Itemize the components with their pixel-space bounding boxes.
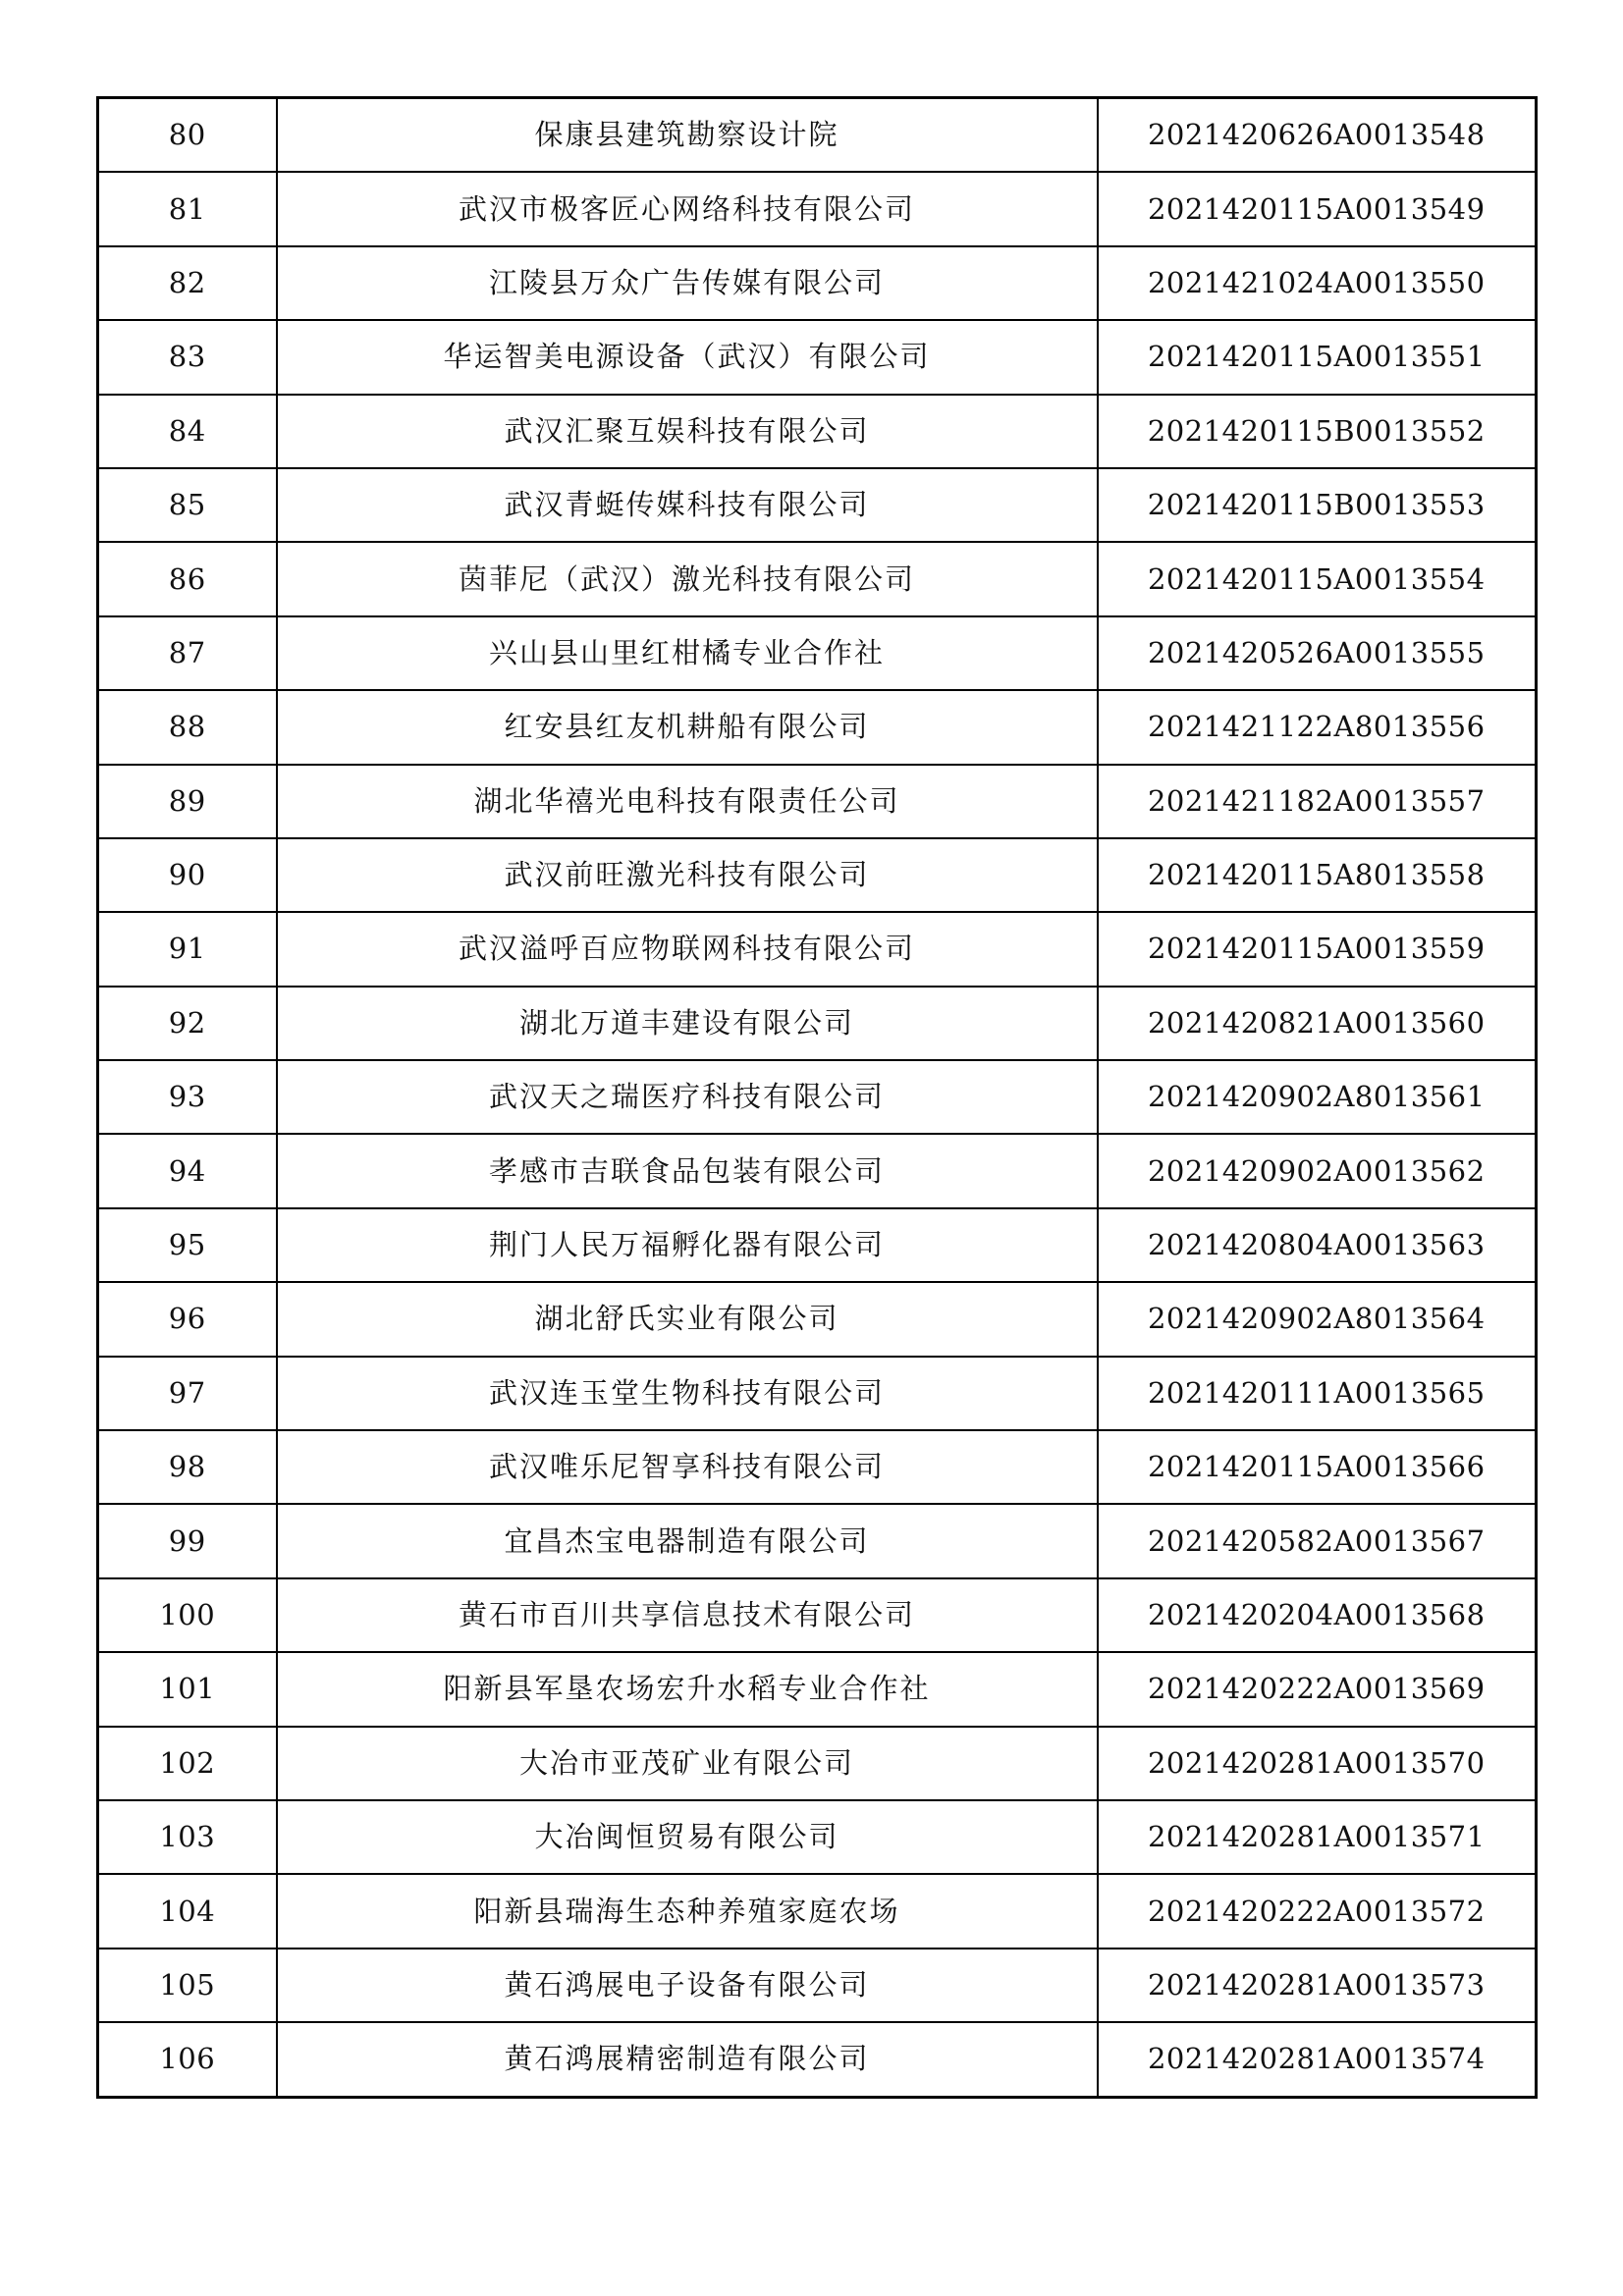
- row-number: 99: [98, 1504, 277, 1577]
- registration-code: 2021420115B0013552: [1098, 395, 1537, 468]
- company-name: 保康县建筑勘察设计院: [277, 98, 1098, 173]
- company-name: 武汉唯乐尼智享科技有限公司: [277, 1430, 1098, 1504]
- registration-code: 2021420115A0013566: [1098, 1430, 1537, 1504]
- registration-code: 2021421182A0013557: [1098, 765, 1537, 838]
- row-number: 91: [98, 912, 277, 986]
- table-row: [98, 1060, 1537, 1134]
- table-row: [98, 1727, 1537, 1800]
- company-name: 兴山县山里红柑橘专业合作社: [277, 616, 1098, 690]
- registration-code: 2021420222A0013572: [1098, 1874, 1537, 1948]
- table-row: [98, 765, 1537, 838]
- row-number: 86: [98, 542, 277, 615]
- table-row: [98, 838, 1537, 912]
- table-body: [98, 98, 1537, 2098]
- row-number: 103: [98, 1800, 277, 1874]
- row-number: 84: [98, 395, 277, 468]
- table-row: [98, 1282, 1537, 1356]
- table-row: [98, 98, 1537, 173]
- company-name: 黄石鸿展精密制造有限公司: [277, 2022, 1098, 2097]
- registration-code: 2021420281A0013574: [1098, 2022, 1537, 2097]
- row-number: 87: [98, 616, 277, 690]
- registration-code: 2021420115A0013551: [1098, 320, 1537, 394]
- table-row: [98, 2022, 1537, 2097]
- table-row: [98, 468, 1537, 542]
- table-row: [98, 1652, 1537, 1726]
- registration-code: 2021420804A0013563: [1098, 1208, 1537, 1282]
- table-row: [98, 1578, 1537, 1652]
- registration-code: 2021420821A0013560: [1098, 987, 1537, 1060]
- registration-code: 2021420281A0013571: [1098, 1800, 1537, 1874]
- registration-code: 2021420115A0013554: [1098, 542, 1537, 615]
- table-row: [98, 616, 1537, 690]
- row-number: 102: [98, 1727, 277, 1800]
- company-name: 荆门人民万福孵化器有限公司: [277, 1208, 1098, 1282]
- row-number: 98: [98, 1430, 277, 1504]
- registration-code: 2021421024A0013550: [1098, 246, 1537, 320]
- company-name: 阳新县军垦农场宏升水稻专业合作社: [277, 1652, 1098, 1726]
- table-row: [98, 1134, 1537, 1207]
- company-name: 武汉天之瑞医疗科技有限公司: [277, 1060, 1098, 1134]
- table-row: [98, 1208, 1537, 1282]
- row-number: 104: [98, 1874, 277, 1948]
- row-number: 85: [98, 468, 277, 542]
- company-name: 武汉市极客匠心网络科技有限公司: [277, 172, 1098, 245]
- registration-code: 2021420902A8013561: [1098, 1060, 1537, 1134]
- company-name: 华运智美电源设备（武汉）有限公司: [277, 320, 1098, 394]
- registration-code: 2021420626A0013548: [1098, 98, 1537, 173]
- company-name: 武汉前旺激光科技有限公司: [277, 838, 1098, 912]
- row-number: 100: [98, 1578, 277, 1652]
- row-number: 97: [98, 1357, 277, 1430]
- registration-code: 2021420526A0013555: [1098, 616, 1537, 690]
- table-row: [98, 690, 1537, 764]
- company-name: 武汉连玉堂生物科技有限公司: [277, 1357, 1098, 1430]
- table-row: [98, 320, 1537, 394]
- company-name: 湖北舒氏实业有限公司: [277, 1282, 1098, 1356]
- company-registry-table: [96, 96, 1538, 2099]
- company-name: 茵菲尼（武汉）激光科技有限公司: [277, 542, 1098, 615]
- row-number: 96: [98, 1282, 277, 1356]
- table-row: [98, 1357, 1537, 1430]
- table-row: [98, 395, 1537, 468]
- table-row: [98, 246, 1537, 320]
- row-number: 105: [98, 1949, 277, 2022]
- row-number: 93: [98, 1060, 277, 1134]
- row-number: 101: [98, 1652, 277, 1726]
- row-number: 92: [98, 987, 277, 1060]
- registration-code: 2021420222A0013569: [1098, 1652, 1537, 1726]
- registration-code: 2021420281A0013573: [1098, 1949, 1537, 2022]
- company-name: 湖北万道丰建设有限公司: [277, 987, 1098, 1060]
- company-name: 江陵县万众广告传媒有限公司: [277, 246, 1098, 320]
- row-number: 83: [98, 320, 277, 394]
- company-name: 武汉青蜓传媒科技有限公司: [277, 468, 1098, 542]
- registration-code: 2021420115A8013558: [1098, 838, 1537, 912]
- table-row: [98, 172, 1537, 245]
- company-name: 武汉溢呼百应物联网科技有限公司: [277, 912, 1098, 986]
- company-name: 阳新县瑞海生态种养殖家庭农场: [277, 1874, 1098, 1948]
- company-name: 湖北华禧光电科技有限责任公司: [277, 765, 1098, 838]
- company-name: 武汉汇聚互娱科技有限公司: [277, 395, 1098, 468]
- table-row: [98, 1949, 1537, 2022]
- registration-code: 2021420204A0013568: [1098, 1578, 1537, 1652]
- company-name: 红安县红友机耕船有限公司: [277, 690, 1098, 764]
- registration-code: 2021420115A0013549: [1098, 172, 1537, 245]
- row-number: 80: [98, 98, 277, 173]
- table-row: [98, 1430, 1537, 1504]
- table-row: [98, 987, 1537, 1060]
- table-row: [98, 1874, 1537, 1948]
- row-number: 106: [98, 2022, 277, 2097]
- row-number: 88: [98, 690, 277, 764]
- registration-code: 2021420115A0013559: [1098, 912, 1537, 986]
- registration-code: 2021420582A0013567: [1098, 1504, 1537, 1577]
- company-name: 孝感市吉联食品包装有限公司: [277, 1134, 1098, 1207]
- row-number: 90: [98, 838, 277, 912]
- row-number: 94: [98, 1134, 277, 1207]
- company-name: 大冶市亚茂矿业有限公司: [277, 1727, 1098, 1800]
- row-number: 81: [98, 172, 277, 245]
- company-name: 黄石市百川共享信息技术有限公司: [277, 1578, 1098, 1652]
- table-row: [98, 1800, 1537, 1874]
- registration-code: 2021420111A0013565: [1098, 1357, 1537, 1430]
- registration-code: 2021421122A8013556: [1098, 690, 1537, 764]
- registration-code: 2021420902A8013564: [1098, 1282, 1537, 1356]
- company-name: 大冶闽恒贸易有限公司: [277, 1800, 1098, 1874]
- row-number: 82: [98, 246, 277, 320]
- registration-code: 2021420281A0013570: [1098, 1727, 1537, 1800]
- row-number: 89: [98, 765, 277, 838]
- table-row: [98, 542, 1537, 615]
- company-name: 宜昌杰宝电器制造有限公司: [277, 1504, 1098, 1577]
- registration-code: 2021420115B0013553: [1098, 468, 1537, 542]
- registration-code: 2021420902A0013562: [1098, 1134, 1537, 1207]
- row-number: 95: [98, 1208, 277, 1282]
- table-row: [98, 1504, 1537, 1577]
- table-row: [98, 912, 1537, 986]
- company-name: 黄石鸿展电子设备有限公司: [277, 1949, 1098, 2022]
